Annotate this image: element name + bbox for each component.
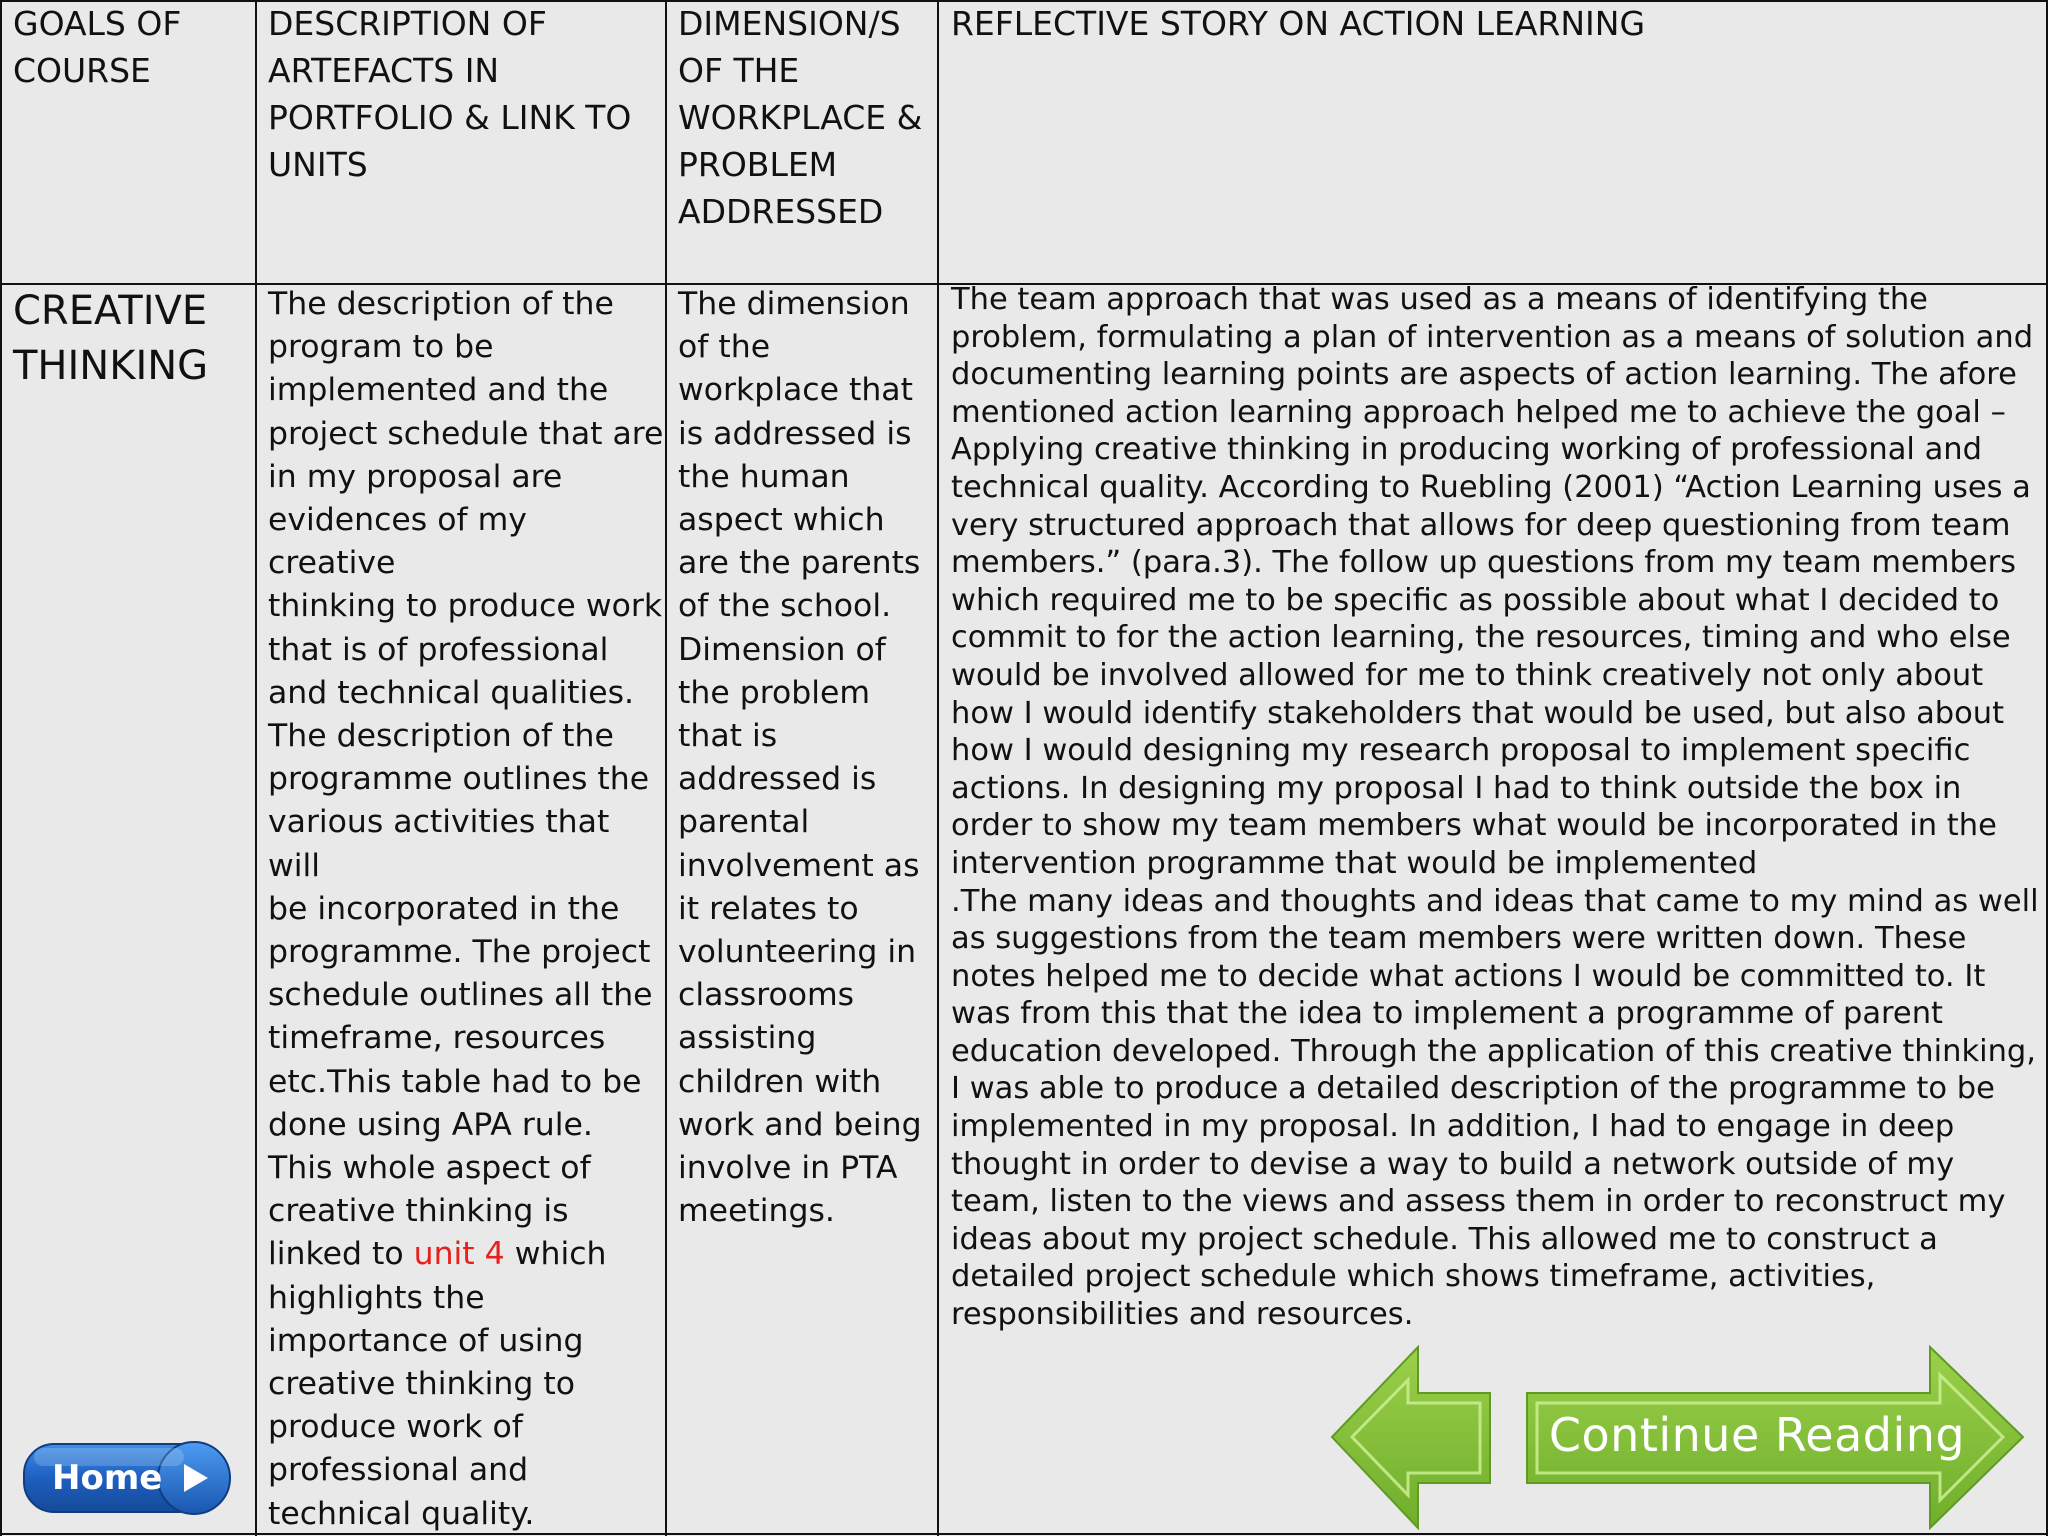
dimension-line: of the school.: [678, 588, 892, 625]
story-line: I was able to produce a detailed description of the programme to be: [951, 1071, 1995, 1107]
dimension-line: it relates to: [678, 890, 859, 927]
back-arrow-button[interactable]: [1330, 1345, 1492, 1530]
story-line: notes helped me to decide what actions I would be committed to. It: [951, 958, 1986, 994]
goal-line: THINKING: [13, 343, 209, 389]
header-line: GOALS OF: [13, 4, 182, 43]
header-line: UNITS: [268, 145, 368, 184]
dimension-line: involve in PTA: [678, 1150, 898, 1187]
description-line: various activities that will: [268, 804, 610, 884]
header-line: ADDRESSED: [678, 192, 884, 231]
header-line: DESCRIPTION OF: [268, 4, 547, 43]
description-line: that is of professional: [268, 631, 609, 668]
dimension-line: workplace that: [678, 372, 913, 409]
continue-reading-label: Continue Reading: [1548, 1408, 1966, 1462]
description-line: be incorporated in the: [268, 890, 620, 927]
dimension-line: involvement as: [678, 847, 920, 884]
description-line: schedule outlines all the: [268, 977, 653, 1014]
dimension-line: The dimension: [678, 286, 910, 322]
story-line: implemented in my proposal. In addition, I had to engage in deep: [951, 1109, 1955, 1145]
header-line: DIMENSION/S: [678, 4, 901, 43]
story-line: detailed project schedule which shows timeframe, activities,: [951, 1259, 1876, 1295]
header-dimensions-of-workplace: [678, 0, 936, 235]
continue-reading-button[interactable]: [1525, 1345, 2025, 1530]
story-line: education developed. Through the application of this creative thinking,: [951, 1033, 2036, 1069]
dimension-line: are the parents: [678, 545, 921, 582]
dimension-line: addressed is: [678, 761, 877, 798]
description-line: technical quality.: [268, 1495, 535, 1532]
unit-4-link[interactable]: unit 4: [413, 1236, 505, 1273]
story-line: problem, formulating a plan of intervention as a means of solution and: [951, 319, 2034, 355]
dimension-line: children with: [678, 1063, 882, 1100]
column-divider-2: [665, 0, 667, 1536]
dimension-line: meetings.: [678, 1193, 835, 1230]
header-line: PORTFOLIO & LINK TO: [268, 98, 632, 137]
dimension-line: the problem: [678, 674, 871, 711]
table-border-left: [0, 0, 2, 1536]
header-line: OF THE: [678, 51, 800, 90]
dimension-line: that is: [678, 718, 778, 755]
dimension-line: parental: [678, 804, 810, 841]
description-cell: [268, 283, 664, 1536]
story-line: how I would identify stakeholders that would be used, but also about: [951, 695, 2005, 731]
description-line: and technical qualities.: [268, 674, 635, 711]
story-line: The team approach that was used as a means of identifying the: [951, 282, 1928, 317]
story-line: .The many ideas and thoughts and ideas that came to my mind as well: [951, 883, 2039, 919]
dimension-line: is addressed is: [678, 415, 912, 452]
description-line: produce work of: [268, 1409, 523, 1446]
description-line: The description of the: [268, 286, 614, 322]
description-line: programme outlines the: [268, 761, 650, 798]
dimension-cell: [678, 283, 936, 1233]
description-link-suffix: which: [504, 1236, 607, 1273]
story-line: Applying creative thinking in producing working of professional and: [951, 432, 1982, 468]
dimension-line: the human: [678, 458, 850, 495]
header-reflective-story: [951, 0, 2041, 47]
dimension-line: of the: [678, 329, 771, 366]
description-link-line: [268, 1233, 664, 1276]
description-line: implemented and the: [268, 372, 609, 409]
story-line: team, listen to the views and assess them in order to reconstruct my: [951, 1184, 2006, 1220]
header-line: PROBLEM: [678, 145, 838, 184]
description-line: project schedule that are: [268, 415, 664, 452]
goal-creative-thinking: [13, 284, 253, 394]
right-arrow-icon: [1527, 1347, 2023, 1528]
story-line: as suggestions from the team members were written down. These: [951, 921, 1967, 957]
column-divider-3: [937, 0, 939, 1536]
description-line: programme. The project: [268, 934, 651, 971]
description-line: program to be: [268, 329, 494, 366]
story-line: order to show my team members what would be incorporated in the: [951, 808, 1997, 844]
description-link-prefix: linked to: [268, 1236, 414, 1273]
description-line: thinking to produce work: [268, 588, 663, 625]
story-line: would be involved allowed for me to think creatively not only about: [951, 657, 1984, 693]
header-line: ARTEFACTS IN: [268, 51, 500, 90]
header-line: WORKPLACE &: [678, 98, 923, 137]
description-line: This whole aspect of: [268, 1150, 591, 1187]
home-button[interactable]: [22, 1440, 234, 1516]
story-line: ideas about my project schedule. This allowed me to construct a: [951, 1221, 1938, 1257]
dimension-line: Dimension of: [678, 631, 886, 668]
description-line: timeframe, resources: [268, 1020, 606, 1057]
left-arrow-icon: [1332, 1347, 1490, 1528]
home-label: Home: [52, 1458, 163, 1498]
description-line: creative thinking is: [268, 1193, 569, 1230]
description-line: professional and: [268, 1452, 529, 1489]
story-line: very structured approach that allows for deep questioning from team: [951, 507, 2011, 543]
story-line: thought in order to devise a way to build a network outside of my: [951, 1146, 1955, 1182]
header-description-of-artefacts: [268, 0, 663, 188]
story-line: which required me to be specific as possible about what I decided to: [951, 582, 2000, 618]
description-line: in my proposal are: [268, 458, 563, 495]
description-line: creative thinking to: [268, 1366, 576, 1403]
story-line: how I would designing my research proposal to implement specific: [951, 733, 1971, 769]
description-line: evidences of my creative: [268, 502, 527, 582]
description-line: The description of the: [268, 718, 614, 755]
dimension-line: work and being: [678, 1106, 922, 1143]
story-line: actions. In designing my proposal I had to think outside the box in: [951, 770, 1962, 806]
dimension-line: volunteering in: [678, 934, 917, 971]
story-line: mentioned action learning approach helped me to achieve the goal –: [951, 394, 2006, 430]
header-line: REFLECTIVE STORY ON ACTION LEARNING: [951, 4, 1646, 43]
story-line: intervention programme that would be implemented: [951, 845, 1758, 881]
story-line: technical quality. According to Ruebling (2001) “Action Learning uses a: [951, 469, 2031, 505]
dimension-line: aspect which: [678, 502, 885, 539]
description-line: highlights the: [268, 1279, 485, 1316]
header-line: COURSE: [13, 51, 151, 90]
description-line: done using APA rule.: [268, 1106, 593, 1143]
dimension-line: classrooms: [678, 977, 855, 1014]
header-goals-of-course: [13, 0, 253, 94]
goal-line: CREATIVE: [13, 288, 208, 334]
dimension-line: assisting: [678, 1020, 817, 1057]
description-line: importance of using: [268, 1322, 584, 1359]
story-line: members.” (para.3). The follow up questions from my team members: [951, 545, 2016, 581]
story-line: documenting learning points are aspects of action learning. The afore: [951, 357, 2017, 393]
column-divider-1: [255, 0, 257, 1536]
story-line: responsibilities and resources.: [951, 1297, 1414, 1333]
story-line: commit to for the action learning, the resources, timing and who else: [951, 620, 2011, 656]
reflective-story-cell: [951, 281, 2045, 1334]
story-line: was from this that the idea to implement a programme of parent: [951, 996, 1943, 1032]
description-line: etc.This table had to be: [268, 1063, 642, 1100]
